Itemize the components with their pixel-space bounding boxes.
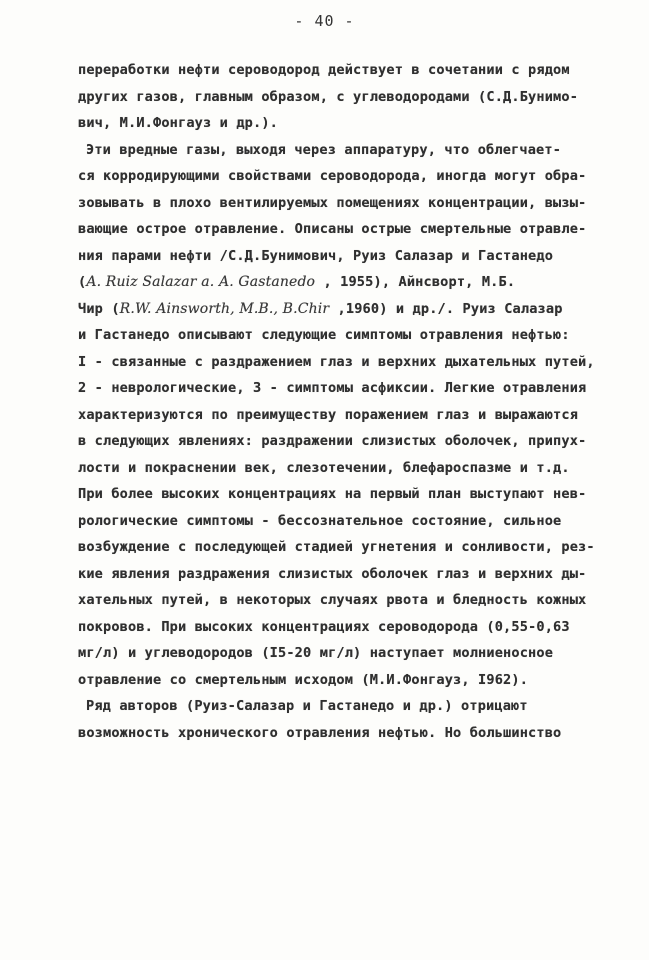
text-line: лости и покраснении век, слезотечении, блефароспазме и т.д. [78,459,570,476]
text-line: отравление со смертельным исходом (М.И.Фонгауз, I962). [78,671,529,688]
text-fragment: Чир ( [78,300,120,317]
text-line: ся корродирующими свойствами сероводорода, иногда могут обра- [78,168,587,184]
text-line-with-handwriting [78,296,598,323]
text-line: ния парами нефти /С.Д.Бунимович, Руиз Салазар и Гастанедо [78,247,554,264]
text-line: вич, М.И.Фонгауз и др.). [78,115,279,131]
paragraph-start-line: Эти вредные газы, выходя через аппаратуру, что облегчает- [86,141,562,158]
text-line: мг/л) и углеводородов (I5-20 мг/л) наступает молниеносное [78,645,554,661]
handwritten-author-names: A. Ruiz Salazar a. A. Gastanedo [86,274,316,290]
text-line: I - связанные с раздражением глаз и верхних дыхательных путей, [78,353,595,370]
text-fragment: ( [78,274,87,290]
text-line: покровов. При высоких концентрациях сероводорода (0,55-0,63 [78,618,570,635]
text-line: возбуждение с последующей стадией угнетения и сонливости, рез- [78,539,595,555]
text-line: и Гастанедо описывают следующие симптомы отравления нефтью: [78,327,570,343]
text-line: хательных путей, в некоторых случаях рвота и бледность кожных [78,592,587,608]
text-line: других газов, главным образом, с углеводородами (С.Д.Бунимо- [78,88,579,105]
text-line: характеризуются по преимуществу поражением глаз и выражаются [78,406,579,423]
handwritten-author-names: R.W. Ainsworth, M.B., B.Chir [119,300,330,317]
text-line: 2 - неврологические, 3 - симптомы асфиксии. Легкие отравления [78,380,587,396]
text-fragment: ,1960) и др./. Руиз Салазар [329,300,563,317]
text-line: При более высоких концентрациях на первый план выступают нев- [78,486,587,502]
page-number: - 40 - [294,12,355,30]
text-line: в следующих явлениях: раздражении слизистых оболочек, припух- [78,433,587,449]
text-line: переработки нефти сероводород действует в сочетании с рядом [78,62,570,78]
text-line: кие явления раздражения слизистых оболочек глаз и верхних ды- [78,565,587,582]
text-line-with-handwriting [78,269,598,296]
text-line: рологические симптомы - бессознательное состояние, сильное [78,512,562,529]
text-line: зовывать в плохо вентилируемых помещениях концентрации, вызы- [78,194,587,211]
paragraph-start-line: Ряд авторов (Руиз-Салазар и Гастанедо и др.) отрицают [86,698,528,714]
text-fragment: , 1955), Айнсворт, М.Б. [315,274,516,290]
text-line: возможность хронического отравления нефтью. Но большинство [78,724,562,741]
text-line: вающие острое отравление. Описаны острые смертельные отравле- [78,221,587,237]
body-text [78,57,598,746]
